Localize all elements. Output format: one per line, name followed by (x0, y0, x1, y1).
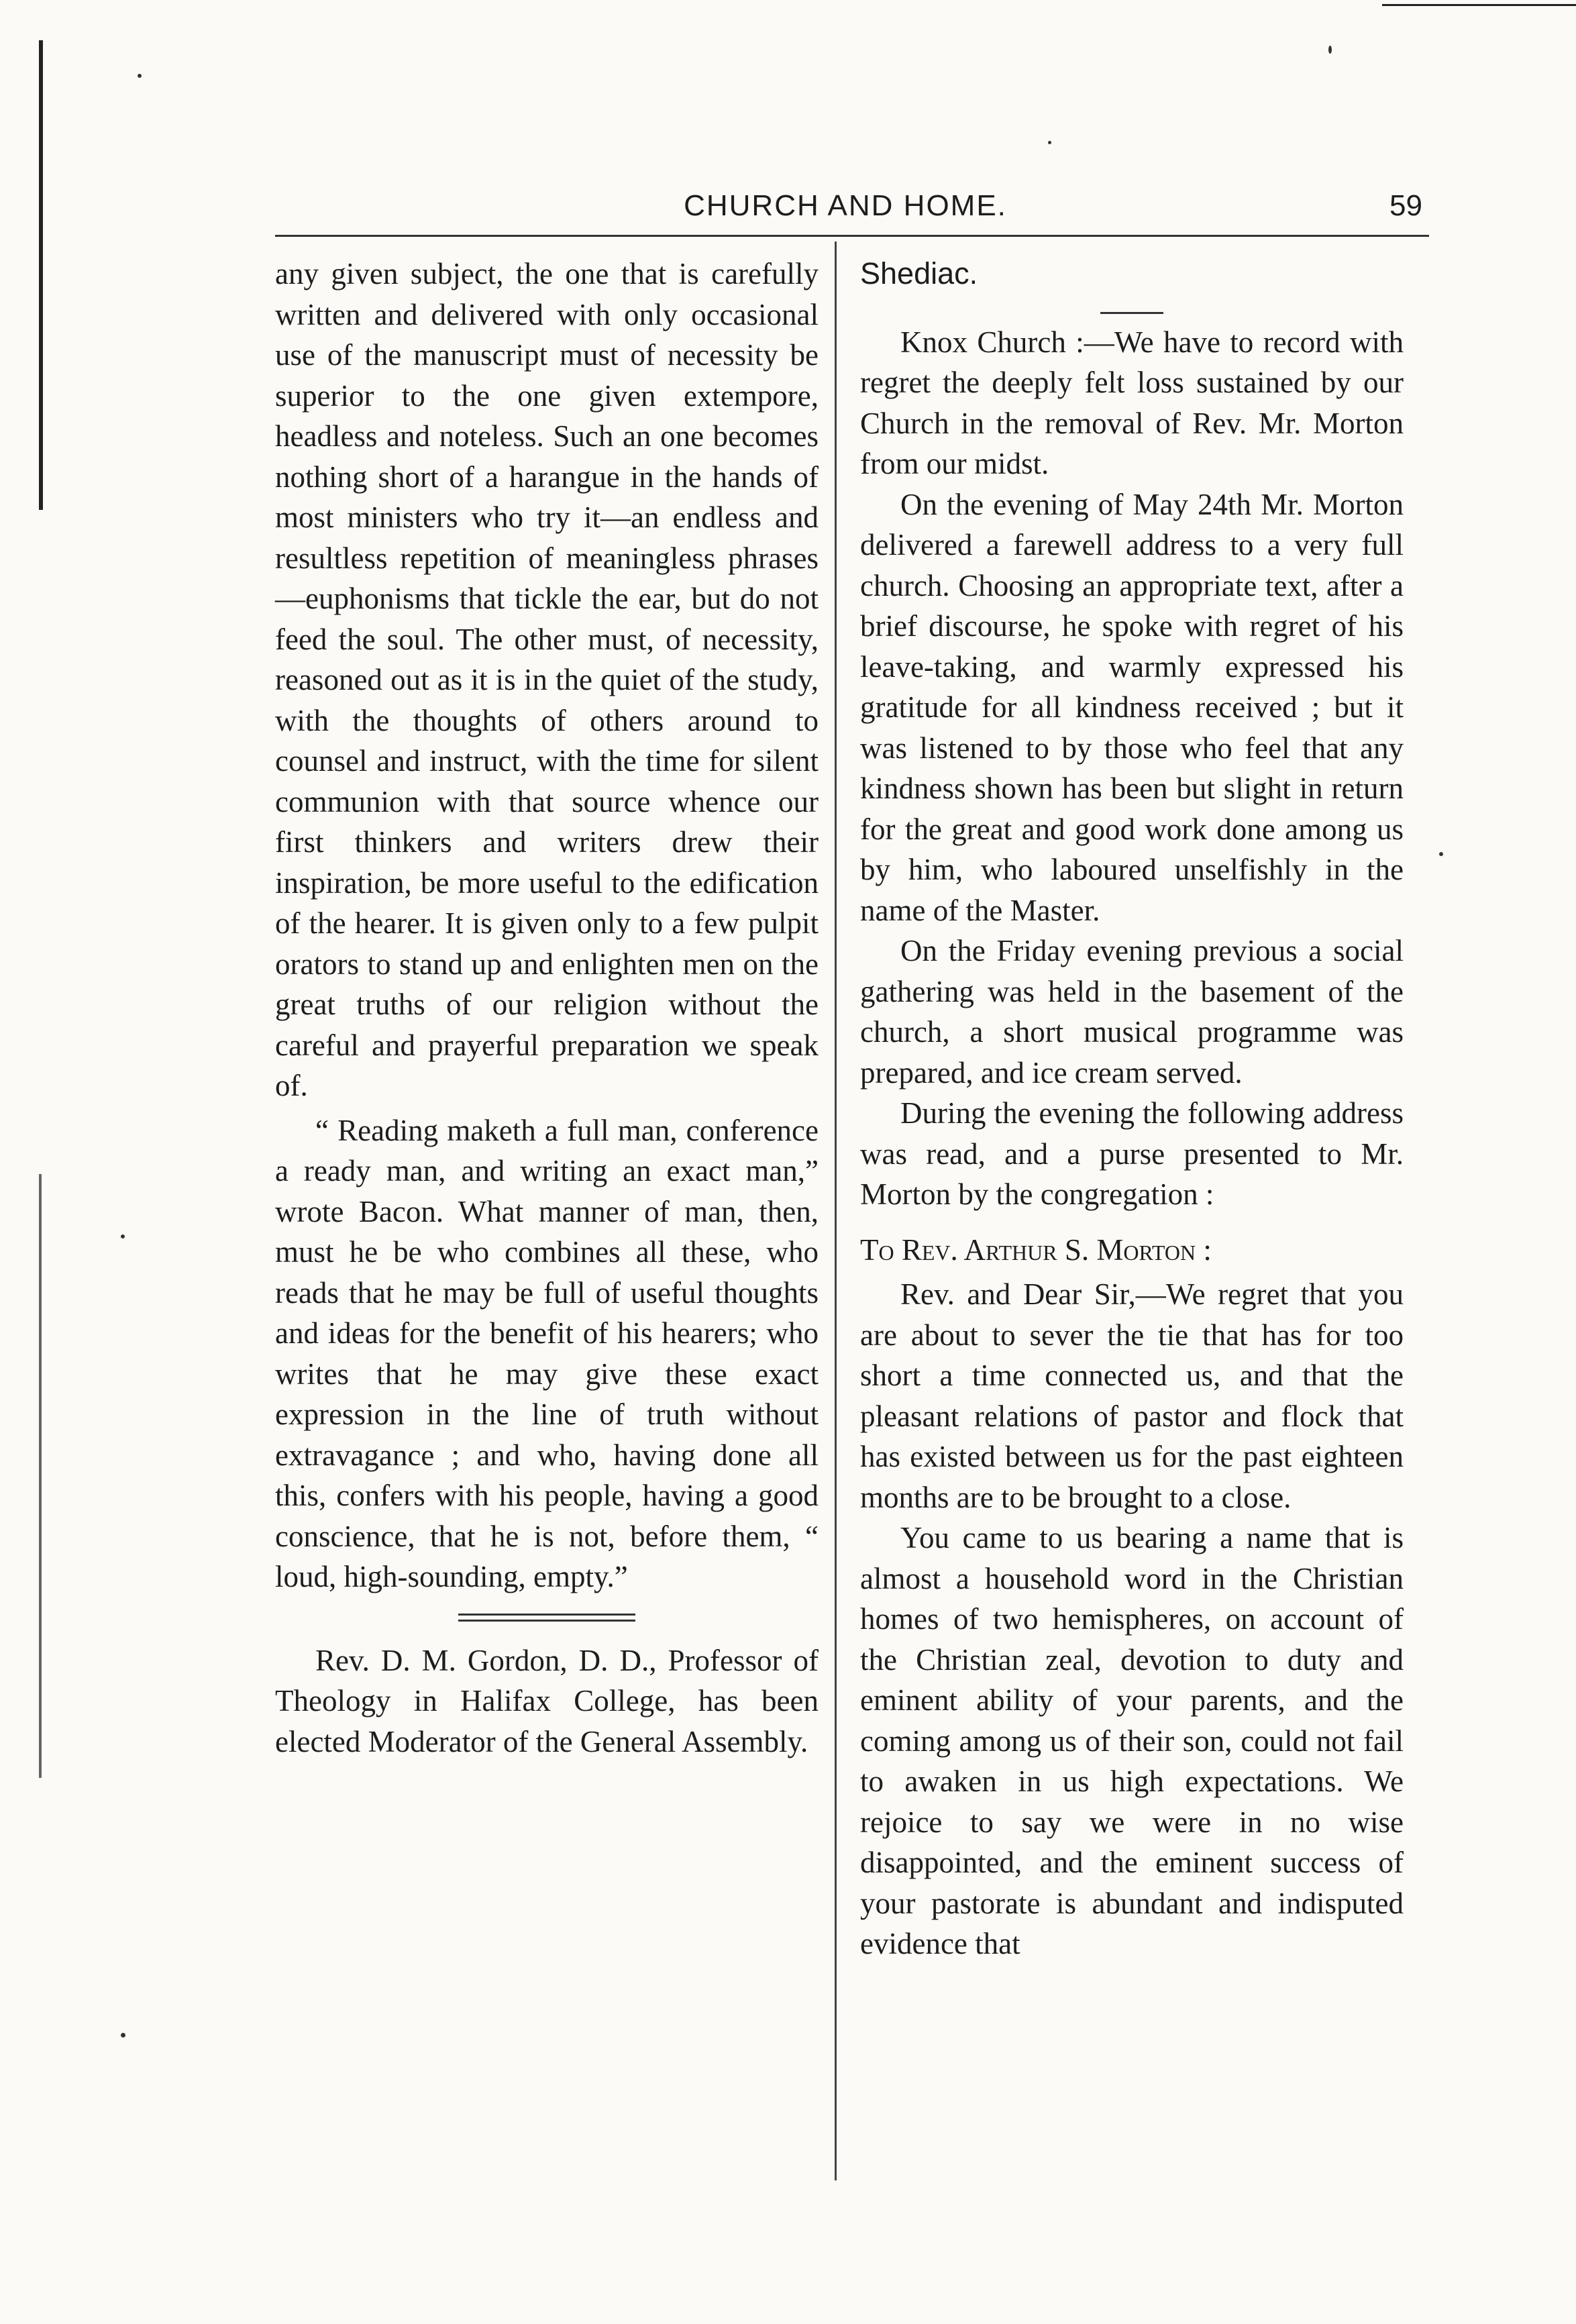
scan-edge-line-left-lower (39, 1174, 42, 1778)
body-paragraph: During the evening the following address was read, and a purse presented to Mr. Morton by the congregation : (860, 1096, 1404, 1211)
scan-speck (1439, 852, 1443, 856)
bacon-quote-paragraph: “ Reading maketh a full man, conference a ready man, and writing an exact man,” wrote Bacon. What manner of man, then, must he be who combines all these, who reads that he may be full of useful thoughts and ideas for the benefit of his hearers; who writes that he may give these exact expression in the line of truth without extravagance ; and who, having done all this, confers with his people, having a good conscience, that he is not, before them, “ loud, high-sounding, empty.” (275, 1113, 819, 1593)
body-paragraph: On the evening of May 24th Mr. Morton delivered a farewell address to a very full church. Choosing an appropriate text, after a brief discourse, he spoke with regret of his leave-taking, and warmly expressed his gratitude for all kindness received ; but it was listened to by those who feel that any kindness shown has been but slight in return for the great and good work done among us by him, who laboured unselfishly in the name of the Master. (860, 487, 1404, 927)
body-paragraph: Knox Church :—We have to record with regret the deeply felt loss sustained by our Church in the removal of Rev. Mr. Morton from our midst. (860, 325, 1404, 480)
scan-speck (121, 1234, 125, 1238)
letter-salutation: To Rev. Arthur S. Morton : (860, 1232, 1212, 1267)
scan-speck (138, 74, 142, 78)
letter-paragraph: You came to us bearing a name that is almost a household word in the Christian homes of two hemispheres, on account of the Christian zeal, devotion to duty and eminent ability of your parents, and the coming among us of their son, could not fail to awaken in us high expectations. We rejoice to say we were in no wise disappointed, and the eminent success of your pastorate is abundant and indisputed evidence that (860, 1521, 1404, 1960)
letter-paragraph: Rev. and Dear Sir,—We regret that you are about to sever the tie that has for too short a time connected us, and that the pleasant relations of pastor and flock that has existed between us for the past eighteen months are to be brought to a close. (860, 1277, 1404, 1514)
scan-speck (1328, 46, 1332, 54)
body-paragraph: any given subject, the one that is carefully written and delivered with only occasional use of the manuscript must of necessity be superior to the one given extempore, headless and noteless. Such an one becomes nothing short of a harangue in the hands of most ministers who try it—an endless and resultless repetition of meaningless phrases—euphonisms that tickle the ear, but do not feed the soul. The other must, of necessity, reasoned out as it is in the quiet of the study, with the thoughts of others around to counsel and instruct, with the time for silent communion with that source whence our first thinkers and writers drew their inspiration, be more useful to the edification of the hearer. It is given only to a few pulpit orators to stand up and enlighten men on the great truths of our religion without the careful and prayerful preparation we speak of. (275, 257, 819, 1102)
page-number: 59 (1389, 189, 1422, 222)
scan-top-rule (1382, 4, 1576, 6)
scan-edge-line-left (39, 40, 43, 510)
running-header-title: CHURCH AND HOME. (684, 189, 1007, 222)
scan-speck (121, 2033, 125, 2038)
right-column (860, 254, 1404, 1964)
section-short-rule (1100, 312, 1163, 314)
scan-speck (1048, 141, 1051, 144)
section-title-shediac: Shediac. (860, 256, 978, 290)
body-paragraph: On the Friday evening previous a social gathering was held in the basement of the church, a short musical programme was prepared, and ice cream served. (860, 934, 1404, 1090)
section-double-rule (458, 1614, 635, 1622)
header-rule (275, 235, 1429, 237)
column-divider (835, 242, 837, 2180)
news-item-paragraph: Rev. D. M. Gordon, D. D., Professor of Theology in Halifax College, has been elected Moderator of the General Assembly. (275, 1643, 819, 1758)
left-column (275, 254, 819, 1762)
